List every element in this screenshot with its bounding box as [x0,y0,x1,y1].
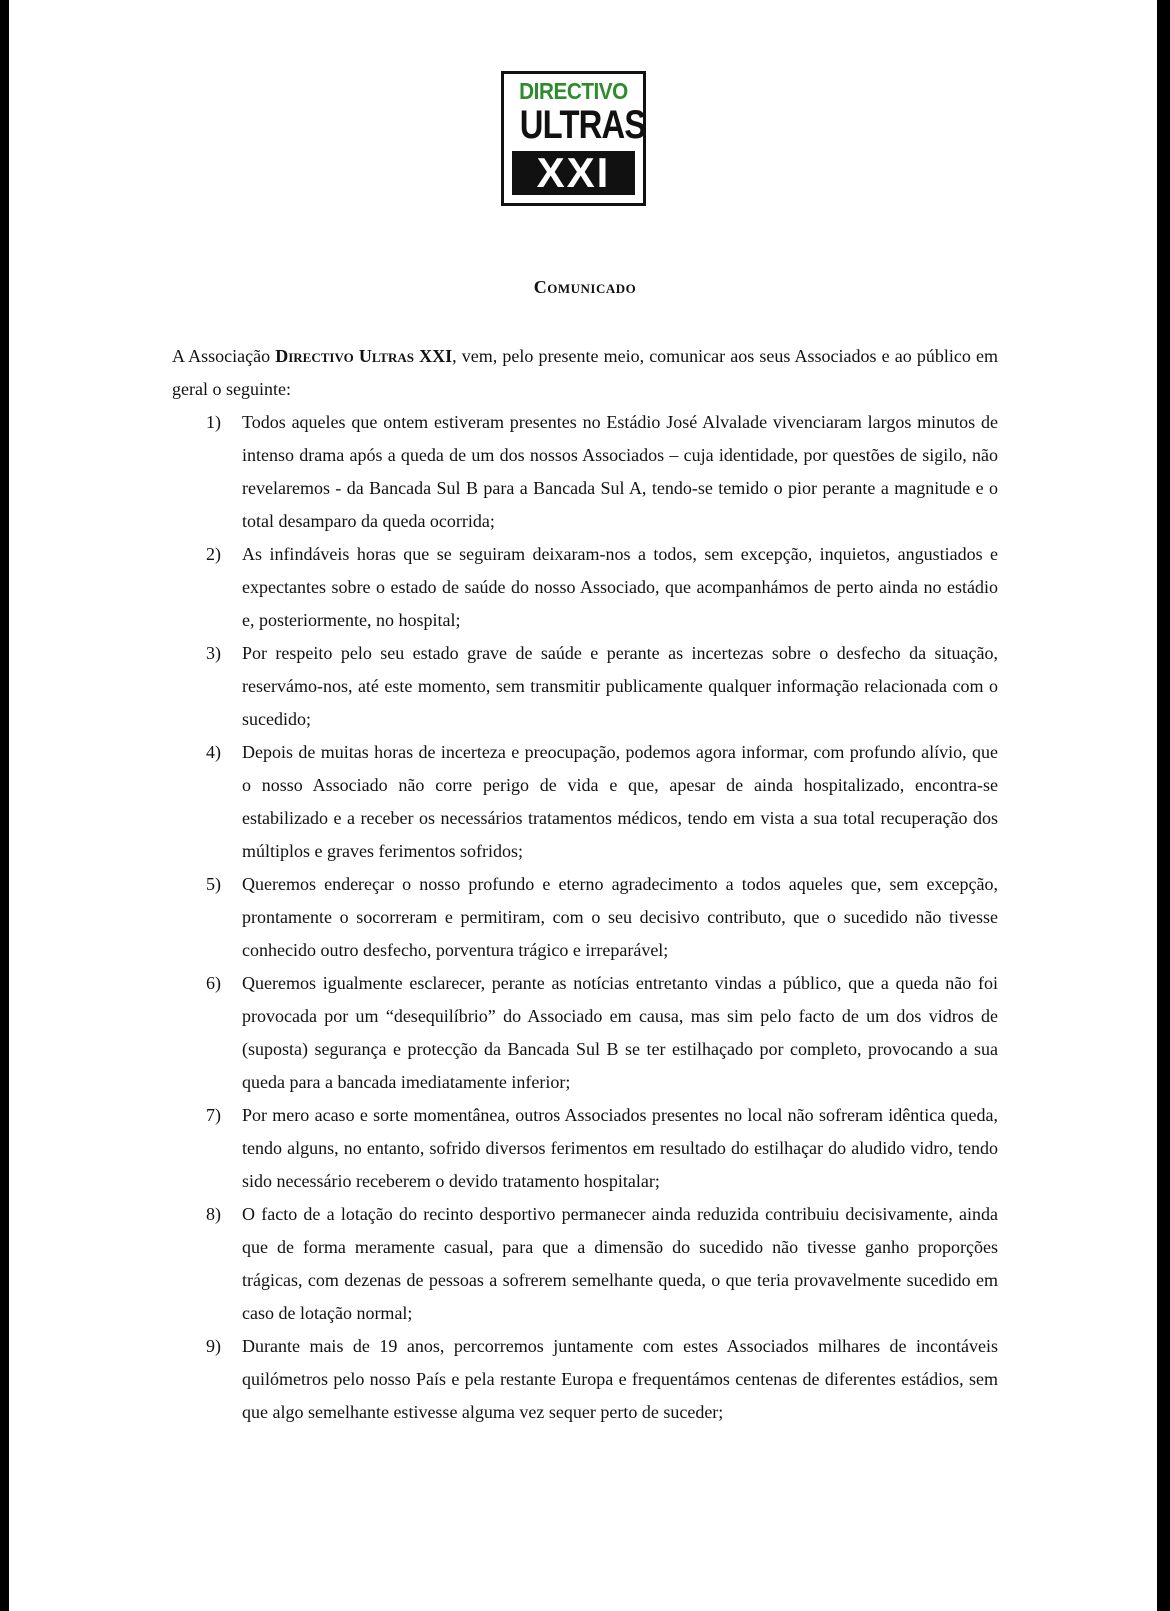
logo-line-ultras: ULTRAS [519,103,646,147]
list-item [172,736,998,868]
list-item-text: Por mero acaso e sorte momentânea, outros Associados presentes no local não sofreram idêntica queda, tendo alguns, no entanto, sofrido diversos ferimentos em resultado do estilhaçar do aludido vidro, tendo sido necessário receberem o devido tratamento hospitalar; [242,1105,998,1191]
list-item-number: 1) [206,412,221,432]
list-item [172,1330,998,1429]
list-item-number: 2) [206,544,221,564]
list-item-text: Queremos igualmente esclarecer, perante as notícias entretanto vindas a público, que a queda não foi provocada por um “desequilíbrio” do Associado em causa, mas sim pelo facto de um dos vidros de (suposta) segurança e protecção da Bancada Sul B se ter estilhaçado por completo, provocando a sua queda para a bancada imediatamente inferior; [242,973,998,1092]
list-item-text: Todos aqueles que ontem estiveram presentes no Estádio José Alvalade vivenciaram largos minutos de intenso drama após a queda de um dos nossos Associados – cuja identidade, por questões de sigilo, não revelaremos - da Bancada Sul B para a Bancada Sul A, tendo-se temido o pior perante a magnitude e o total desamparo da queda ocorrida; [242,412,998,531]
list-item-text: Queremos endereçar o nosso profundo e eterno agradecimento a todos aqueles que, sem excepção, prontamente o socorreram e permitiram, com o seu decisivo contributo, que o sucedido não tivesse conhecido outro desfecho, porventura trágico e irreparável; [242,874,998,960]
list-item-number: 8) [206,1204,221,1224]
list-item-text: As infindáveis horas que se seguiram deixaram-nos a todos, sem excepção, inquietos, angustiados e expectantes sobre o estado de saúde do nosso Associado, que acompanhámos de perto ainda no estádio e, posteriormente, no hospital; [242,544,998,630]
list-item [172,637,998,736]
logo-line-directivo: DIRECTIVO [519,78,628,104]
list-item [172,406,998,538]
list-item-number: 7) [206,1105,221,1125]
intro-before: A Associação [172,346,276,366]
list-item-number: 6) [206,973,221,993]
list-item [172,967,998,1099]
list-item [172,1198,998,1330]
list-item-text: Depois de muitas horas de incerteza e preocupação, podemos agora informar, com profundo alívio, que o nosso Associado não corre perigo de vida e que, apesar de ainda hospitalizado, encontra-se estabilizado e a receber os necessários tratamentos médicos, tendo em vista a sua total recuperação dos múltiplos e graves ferimentos sofridos; [242,742,998,861]
list-item-text: O facto de a lotação do recinto desportivo permanecer ainda reduzida contribuiu decisivamente, ainda que de forma meramente casual, para que a dimensão do sucedido não tivesse ganho proporções trágicas, com dezenas de pessoas a sofrerem semelhante queda, o que teria provavelmente sucedido em caso de lotação normal; [242,1204,998,1323]
list-item [172,868,998,967]
intro-after: , vem, pelo presente meio, comunicar aos seus Associados e ao público em geral o seguinte: [172,346,998,399]
list-item-text: Durante mais de 19 anos, percorremos juntamente com estes Associados milhares de incontáveis quilómetros pelo nosso País e pela restante Europa e frequentámos centenas de diferentes estádios, sem que algo semelhante estivesse alguma vez sequer perto de suceder; [242,1336,998,1422]
directivo-ultras-logo [501,71,646,206]
logo-line-xxi: XXI [512,151,635,195]
list-item-number: 9) [206,1336,221,1356]
list-item-number: 4) [206,742,221,762]
numbered-list [172,406,998,1429]
list-item-text: Por respeito pelo seu estado grave de saúde e perante as incertezas sobre o desfecho da situação, reservámo-nos, até este momento, sem transmitir publicamente qualquer informação relacionada com o sucedido; [242,643,998,729]
association-name: Directivo Ultras XXI [275,346,453,366]
list-item [172,1099,998,1198]
list-item [172,538,998,637]
list-item-number: 3) [206,643,221,663]
list-item-number: 5) [206,874,221,894]
document-title: Comunicado [533,277,637,297]
intro-paragraph [172,340,998,406]
